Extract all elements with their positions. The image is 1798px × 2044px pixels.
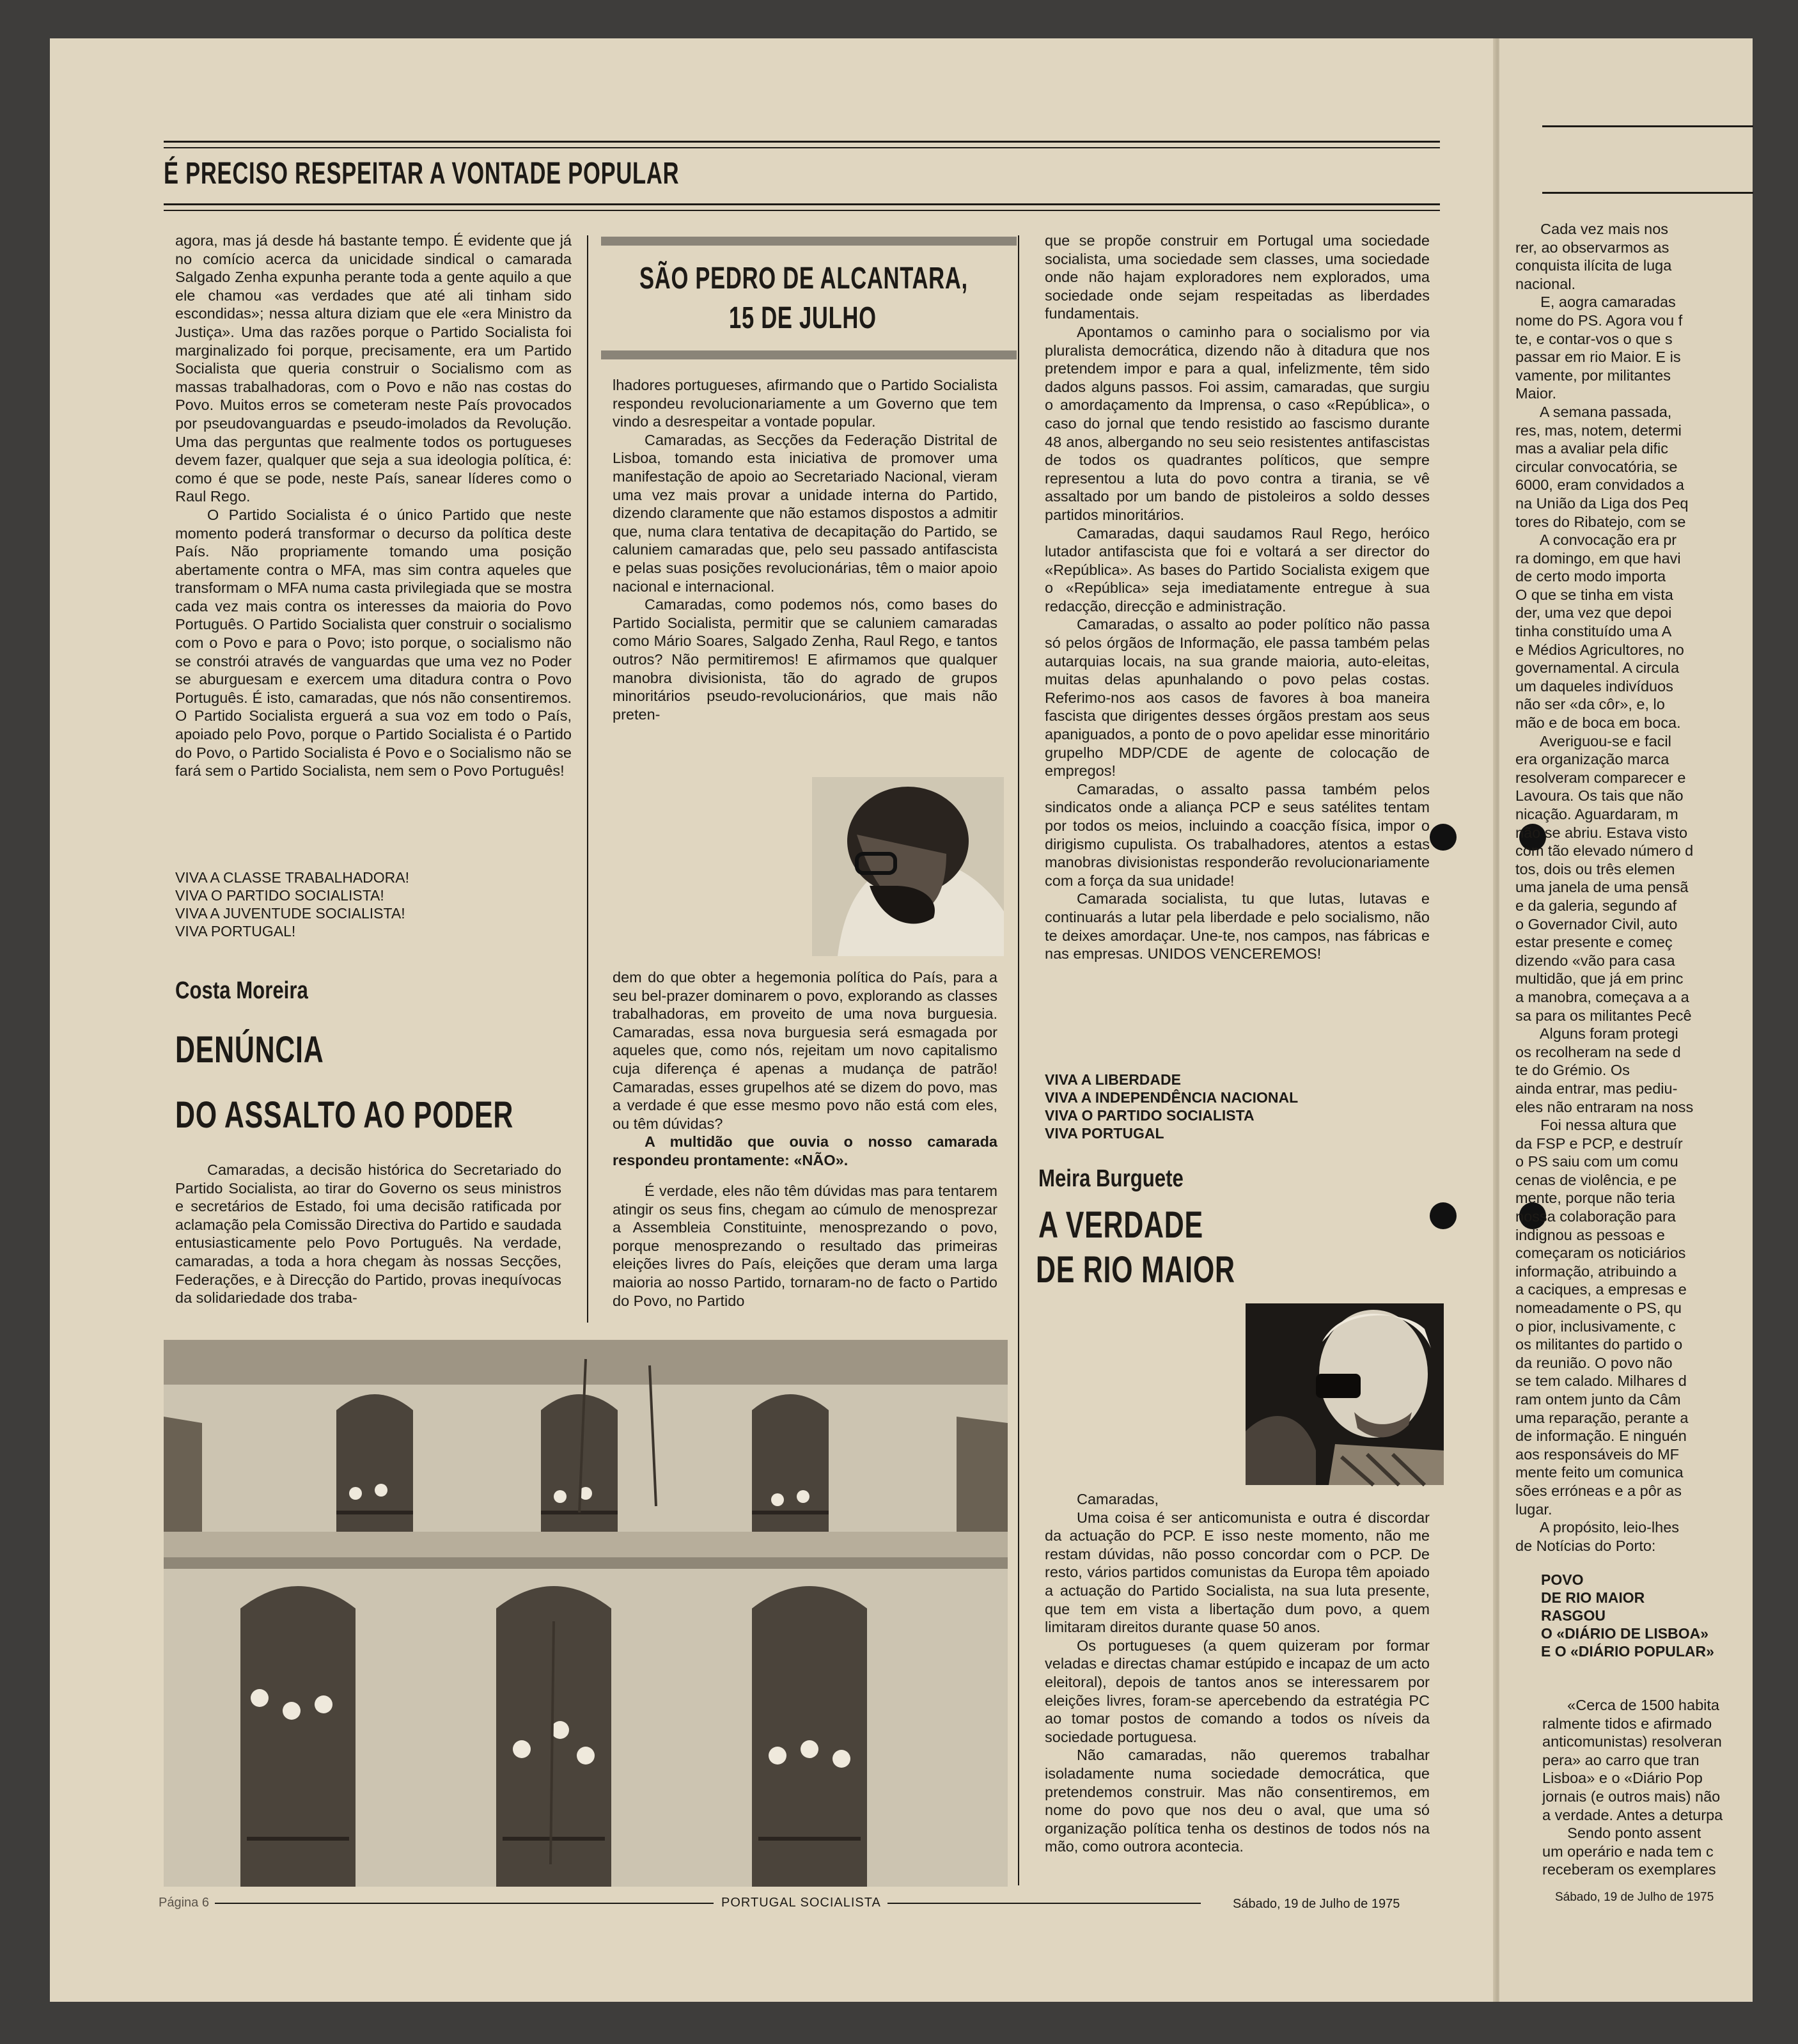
col3-article-paragraph-1: Uma coisa é ser anticomunista e outra é discordar da actuação do PCP. E isso neste momento, não me restam dúvidas, não posso concordar com o PCP. De resto, vários partidos comunistas da Europa têm apoiado a actuação do Partido Socialista, na sua luta presente, que tem em vista a libertação dum povo, a quem limitaram direitos durante quase 50 anos.	[1045, 1509, 1430, 1636]
header-bottom-rule-2	[164, 210, 1440, 211]
facing-page-line: e Médios Agricultores, no	[1515, 641, 1684, 658]
facing-page-line: a caciques, a empresas e	[1515, 1281, 1687, 1298]
col3-paragraph-6: Camarada socialista, tu que lutas, lutavas e continuarás a lutar pela liberdade e pelo socialismo, não te deixes amordaçar. Une-te, nos campos, nas fábricas e nas empresas. UNIDOS VENCEREMOS!	[1045, 890, 1430, 963]
header-top-rule-2	[164, 147, 1440, 148]
facing-page-line: aos responsáveis do MF	[1515, 1445, 1680, 1463]
facing-page-line: O «DIÁRIO DE LISBOA»	[1541, 1625, 1708, 1642]
col2-paragraph-5: É verdade, eles não têm dúvidas mas para tentarem atingir os seus fins, chegam ao cúmulo de menosprezar a Assembleia Constituinte, menosprezando o povo, porque menosprezando o resultado das primeiras eleições livres do País, eleições que deram uma larga maioria ao nosso Partido, tornaram-no de facto o Partido do Povo, no Partido	[613, 1183, 997, 1309]
facing-page-line: A convocação era pr	[1515, 531, 1677, 549]
facing-page-line: estar presente e começ	[1515, 934, 1673, 951]
byline-costa-moreira: Costa Moreira	[175, 977, 308, 1004]
footer-rule-left	[215, 1903, 714, 1904]
slogan: VIVA A INDEPENDÊNCIA NACIONAL	[1045, 1089, 1299, 1106]
facing-page-line: uma janela de uma pensã	[1515, 879, 1689, 896]
facing-page-box-headline	[1541, 1571, 1746, 1660]
facing-page-line: o Governador Civil, auto	[1515, 915, 1678, 932]
facing-page-line: da reunião. O povo não	[1515, 1354, 1673, 1371]
facing-page-line: resolveram comparecer e	[1515, 769, 1686, 786]
col2-paragraph-4: dem do que obter a hegemonia política do País, para a seu bel-prazer dominarem o povo, explorando as classes trabalhadoras, em proveito de uma nova burguesia. Camaradas, essa nova burguesia será esmagada por aqueles que, como nós, rejeitam um novo capitalismo cuja diferença é apenas a mudança de patrão! Camaradas, esses grupelhos até se dizem do povo, mas a verdade é que esse mesmo povo não está com eles, ou têm dúvidas?	[613, 969, 997, 1132]
facing-page-line: os recolheram na sede d	[1515, 1043, 1681, 1060]
column-divider-1	[587, 235, 588, 1323]
slogan: VIVA PORTUGAL	[1045, 1125, 1164, 1142]
slogan: VIVA A JUVENTUDE SOCIALISTA!	[175, 905, 405, 922]
facing-page-line: vamente, por militantes	[1515, 366, 1671, 384]
facing-page-line: e da galeria, segundo af	[1515, 897, 1677, 914]
slogan: VIVA A LIBERDADE	[1045, 1071, 1181, 1088]
facing-page-column-b	[1542, 1696, 1798, 1882]
col3-article-paragraph-2: Os portugueses (a quem quizeram por formar veladas e directas chamar estúpido e incapaz de um acto eleitoral), depois de tantos anos se interessarem por eleições livres, foram-se apercebendo da estratégia PC ao tomar postos de comando a todos os níveis da sociedade portuguesa.	[1045, 1637, 1430, 1745]
col2-headline-1: SÃO PEDRO DE ALCANTARA,	[639, 262, 968, 295]
facing-page-line: sões erróneas e a pôr as	[1515, 1482, 1682, 1499]
column-1-text	[175, 232, 572, 858]
facing-page-line: O que se tinha em vista	[1515, 586, 1673, 603]
facing-page-line: jornais (e outros mais) não	[1542, 1788, 1721, 1805]
facing-page-line: lugar.	[1515, 1500, 1552, 1518]
col3-paragraph-3: Camaradas, daqui saudamos Raul Rego, heróico lutador antifascista que foi e voltará a ser director do «República». As bases do Partido Socialista exigem que o «República» seja imediatamente entregue à sua redacção, direcção e administração.	[1045, 524, 1430, 615]
facing-page-line: sa para os militantes Pecê	[1515, 1007, 1692, 1024]
facing-page-line: Averiguou-se e facil	[1515, 732, 1671, 750]
col1-article-body	[175, 1161, 561, 1327]
slogan: VIVA PORTUGAL!	[175, 923, 296, 939]
column-2-text	[613, 376, 997, 773]
facing-page-line: com tão elevado número d	[1515, 842, 1694, 860]
facing-page-line: ainda entrar, mas pediu-	[1515, 1080, 1678, 1097]
col3-slogans	[1045, 1071, 1428, 1142]
balcony-crowd-photo	[164, 1340, 1008, 1887]
facing-page-line: A semana passada,	[1515, 403, 1672, 420]
col2-paragraph-1: lhadores portugueses, afirmando que o Partido Socialista respondeu revolucionariamente a um Governo que tem vindo a desrespeitar a vontade popular.	[613, 377, 997, 430]
facing-page-line: os militantes do partido o	[1515, 1336, 1683, 1353]
facing-page-line: mão e de boca em boca.	[1515, 714, 1681, 732]
footer-rule-right	[887, 1903, 1201, 1904]
publication-date: Sábado, 19 de Julho de 1975	[1233, 1897, 1400, 1911]
facing-page-line: DE RIO MAIOR	[1541, 1589, 1645, 1606]
facing-page-line: Foi nessa altura que	[1515, 1117, 1677, 1134]
headline-denuncia: DENÚNCIA	[175, 1029, 324, 1071]
facing-page-line: informação, atribuindo a	[1515, 1262, 1677, 1280]
facing-page-line: Cada vez mais nos	[1515, 221, 1669, 237]
col3-article-greeting: Camaradas,	[1077, 1491, 1159, 1507]
facing-page-line: cenas de violência, e pe	[1515, 1171, 1677, 1188]
facing-page-line: nomeadamente o PS, qu	[1515, 1300, 1682, 1317]
facing-page-line: tos, dois ou três elemen	[1515, 860, 1675, 877]
facing-page-line: ra domingo, em que havi	[1515, 549, 1681, 567]
binder-hole	[1430, 824, 1457, 851]
col3-article	[1045, 1490, 1430, 1893]
facing-page-line: um operário e nada tem c	[1542, 1843, 1714, 1860]
facing-page-line: nacional.	[1515, 275, 1576, 292]
facing-page-line: nossa colaboração para	[1515, 1208, 1676, 1225]
facing-page-line: dizendo «vão para casa	[1515, 952, 1675, 969]
facing-page-line: Maior.	[1515, 385, 1556, 402]
col1-paragraph-1: agora, mas já desde há bastante tempo. É evidente que já no comício acerca da unicidade sindical o camarada Salgado Zenha expunha perante toda a gente aquilo a que ele chamou «as verdades que até ali tinham sido escondidas»; nessa altura diziam que ele «era Ministro da Justiça». Uma das razões porque o Partido Socialista foi marginalizado foi porque, precisamente, era um Partido Socialista que queria construir o Socialismo com as massas trabalhadoras, com o Povo e não nas costas do Povo. Muitos erros se cometeram neste País provocados por pseudovanguardas e pseudo-imolados da Revolução. Uma das perguntas que realmente todos os portugueses devem fazer, qualquer que seja a sua ideologia política, é: como é que se pode, neste País, sanear líderes como o Raul Rego.	[175, 232, 572, 505]
column-2-text-c	[613, 1182, 997, 1328]
facing-page-line: rer, ao observarmos as	[1515, 239, 1669, 256]
col3-paragraph-4: Camaradas, o assalto ao poder político não passa só pelos órgãos de Informação, ele passa também pelas autarquias locais, na sua grande maioria, auto-eleitas, muitas delas apunhalando o povo pelas costas. Referimo-nos aos casos de favores à boa maneira fascista que dirigentes desses órgãos prestam aos seus apaniguados, a ponto de o povo apelidar esse minoritário grupelho MDP/CDE de agente de colocação de empregos!	[1045, 616, 1430, 780]
facing-page-line: a manobra, começava a a	[1515, 988, 1689, 1005]
col1-paragraph-2: O Partido Socialista é o único Partido que neste momento poderá transformar o decurso da política deste País. Não propriamente tomando uma posição abertamente contra o MFA, mas sim contra aqueles que transformam o MFA numa casta privilegiada que se mostra cada vez mais contra os interesses da maioria do Povo Português. O Partido Socialista quer construir o socialismo com o Povo e para o Povo; isto porque, o socialismo não se constrói através de vanguardas que uma vez no Poder se aburguesam e exercem uma ditadura contra o Povo Português. É isto, camaradas, que nós não consentiremos. O Partido Socialista erguerá a sua voz em todo o País, apoiado pelo Povo, porque o Partido Socialista é o Partido do Povo, o Partido Socialista é Povo e o Socialismo não se fará sem o Partido Socialista, nem sem o Povo Português!	[175, 506, 572, 780]
col2-head-bar-bottom	[601, 350, 1017, 359]
header-top-rule	[164, 141, 1440, 143]
facing-page-line: o PS saiu com um comu	[1515, 1153, 1678, 1170]
facing-page-line: passar em rio Maior. E is	[1515, 349, 1681, 366]
col3-paragraph-2: Apontamos o caminho para o socialismo por via pluralista democrática, dizendo não à ditadura que nos pretendem impor e para a qual, infelizmente, têm sido dados alguns passos. Foi assim, camaradas, que surgiu o amordaçamento da Imprensa, o caso «República», o caso do jornal que tendo resistido ao fascismo durante 48 anos, albergando no seu seio resistentes antifascistas de todos os quadrantes políticos, que sempre representou a luta do povo contra a tirania, se vê assaltado por um bando de pistoleiros a soldo desses partidos minoritários.	[1045, 323, 1430, 523]
col1-slogans	[175, 869, 559, 940]
facing-page-line: era organização marca	[1515, 751, 1669, 768]
portrait-photo-speaker	[812, 777, 1004, 956]
facing-page-line: ralmente tidos e afirmado	[1542, 1715, 1712, 1732]
col3-article-paragraph-3: Não camaradas, não queremos trabalhar isoladamente numa sociedade democrática, que pretendemos construir. Mas não consentiremos, em nome do povo que nos deu o aval, que uma só organização política tenha os destinos de todos nós na mão, como outrora acontecia.	[1045, 1747, 1430, 1855]
column-3-text	[1045, 232, 1430, 1063]
facing-page-line: começaram os noticiários	[1515, 1245, 1686, 1262]
facing-page-line: anticomunistas) resolveran	[1542, 1733, 1722, 1750]
portrait-photo-glasses	[1246, 1303, 1444, 1485]
facing-page-column	[1515, 220, 1771, 1554]
column-divider-2	[1018, 235, 1019, 1885]
facing-page-line: da FSP e PCP, e destruír	[1515, 1135, 1683, 1152]
facing-page-line: Sendo ponto assent	[1542, 1825, 1701, 1842]
header-bottom-rule	[164, 203, 1440, 205]
slogan: VIVA A CLASSE TRABALHADORA!	[175, 869, 410, 886]
facing-page-line: te, e contar-vos o que s	[1515, 330, 1673, 347]
facing-page-line: «Cerca de 1500 habita	[1542, 1697, 1719, 1713]
facing-page-line: RASGOU	[1541, 1607, 1606, 1624]
facing-page-line: pera» ao carro que tran	[1542, 1751, 1700, 1768]
facing-page-line: se tem calado. Milhares d	[1515, 1372, 1687, 1390]
facing-page-line: mas a avaliar pela dific	[1515, 440, 1669, 457]
facing-page-line: uma reparação, perante a	[1515, 1409, 1689, 1426]
page-title: É PRECISO RESPEITAR A VONTADE POPULAR	[164, 157, 680, 191]
facing-page-line: mente feito um comunica	[1515, 1464, 1684, 1481]
facing-page-line: res, mas, notem, determi	[1515, 421, 1682, 439]
facing-header-rule	[1542, 125, 1753, 127]
facing-page-line: um daqueles indivíduos	[1515, 677, 1673, 695]
facing-page-line: governamental. A circula	[1515, 659, 1680, 677]
facing-page-line: Alguns foram protegi	[1515, 1025, 1678, 1042]
facing-page-date: Sábado, 19 de Julho de 1975	[1555, 1891, 1714, 1904]
col3-paragraph-1: que se propõe construir em Portugal uma sociedade socialista, uma sociedade sem classes, uma sociedade onde não hajam exploradores nem explorados, uma sociedade onde sejam respeitadas as liberdades fundamentais.	[1045, 232, 1430, 322]
headline-a-verdade: A VERDADE	[1038, 1204, 1203, 1246]
facing-page-line: o pior, inclusivamente, c	[1515, 1317, 1676, 1335]
col2-paragraph-3: Camaradas, como podemos nós, como bases do Partido Socialista, permitir que se caluniem camaradas como Mário Soares, Salgado Zenha, Raul Rego, e tantos outros? Não permitiremos! E afirmamos que qualquer manobra divisionista, tão do agrado de grupos minoritários pseudo-revolucionários, que mais não preten-	[613, 596, 997, 723]
headline-assalto: DO ASSALTO AO PODER	[175, 1094, 514, 1136]
col3-paragraph-5: Camaradas, o assalto passa também pelos sindicatos onde a aliança PCP e seus satélites tentam por todos os meios, incluindo a coacção física, impor o dirigismo cupulista. Os trabalhadores, atentos a estas manobras divisionistas responderão revolucionariamente com a força da sua unidade!	[1045, 780, 1430, 889]
facing-page-line: não se abriu. Estava visto	[1515, 824, 1688, 841]
facing-page-line: E, aogra camaradas	[1515, 294, 1676, 311]
facing-page-line: Lavoura. Os tais que não	[1515, 787, 1684, 805]
facing-page-line: a verdade. Antes a deturpa	[1542, 1806, 1723, 1823]
facing-page-line: indignou as pessoas e	[1515, 1226, 1665, 1243]
headline-rio-maior: DE RIO MAIOR	[1036, 1249, 1235, 1291]
col1-article-paragraph: Camaradas, a decisão histórica do Secretariado do Partido Socialista, ao tirar do Governo os seus ministros e secretários de Estado, foi uma decisão ratificada por aclamação pela Comissão Directiva do Partido e saudada entusiasticamente pelo Povo Português. Na verdade, camaradas, a toda a hora chegam às nossas Secções, Federações, e à Direcção do Partido, provas inequívocas da solidariedade dos traba-	[175, 1161, 561, 1307]
byline-meira-burguete: Meira Burguete	[1038, 1165, 1184, 1192]
facing-page-line: A propósito, leio-lhes	[1515, 1519, 1680, 1536]
facing-page-line: circular convocatória, se	[1515, 458, 1678, 475]
facing-page-line: te do Grémio. Os	[1515, 1062, 1630, 1079]
slogan: VIVA O PARTIDO SOCIALISTA	[1045, 1107, 1255, 1124]
slogan: VIVA O PARTIDO SOCIALISTA!	[175, 887, 384, 904]
facing-page-line: der, uma vez que depoi	[1515, 604, 1672, 622]
facing-page-line: conquista ilícita de luga	[1515, 257, 1672, 274]
facing-page-line: E O «DIÁRIO POPULAR»	[1541, 1643, 1714, 1660]
facing-page-line: POVO	[1541, 1571, 1584, 1588]
facing-page-line: multidão, que já em princ	[1515, 970, 1684, 987]
col2-headline-2: 15 DE JULHO	[729, 301, 877, 335]
column-2-text-b	[613, 968, 997, 1168]
col2-bold-line: A multidão que ouvia o nosso camarada respondeu prontamente: «NÃO».	[613, 1133, 997, 1168]
facing-page-line: nome do PS. Agora vou f	[1515, 311, 1683, 329]
facing-page-line: 6000, eram convidados a	[1515, 476, 1684, 494]
col2-paragraph-2: Camaradas, as Secções da Federação Distrital de Lisboa, tomando esta iniciativa de promover uma manifestação de apoio ao Secretariado Nacional, vieram uma vez mais provar a unidade interna do Partido, dizendo claramente que não estamos dispostos a admitir que, numa clara tentativa de decapitação do Partido, se caluniem camaradas que, pelo seu passado antifascista e pelas suas posições revolucionárias, têm o maior apoio nacional e internacional.	[613, 431, 997, 595]
newspaper-name: PORTUGAL SOCIALISTA	[721, 1896, 881, 1910]
facing-page-line: ram ontem junto da Câm	[1515, 1391, 1681, 1408]
facing-page-line: nicação. Aguardaram, m	[1515, 806, 1678, 822]
page-number: Página 6	[159, 1896, 209, 1910]
facing-page-line: não ser «da côr», e, lo	[1515, 696, 1665, 713]
facing-page-line: de certo modo importa	[1515, 568, 1666, 585]
facing-page-line: de Notícias do Porto:	[1515, 1537, 1656, 1554]
facing-page-line: tinha constituído uma A	[1515, 623, 1672, 640]
binder-hole	[1430, 1202, 1457, 1229]
facing-page-line: tores do Ribatejo, com se	[1515, 513, 1686, 530]
col2-head-bar-top	[601, 237, 1017, 246]
facing-page-line: eles não entraram na noss	[1515, 1098, 1694, 1115]
facing-page-line: de informação. E ninguén	[1515, 1427, 1687, 1445]
facing-page-line: receberam os exemplares	[1542, 1861, 1716, 1878]
facing-page-line: na União da Liga dos Peq	[1515, 494, 1689, 512]
facing-page-line: Lisboa» e o «Diário Pop	[1542, 1770, 1703, 1787]
facing-page-line: mente, porque não teria	[1515, 1190, 1675, 1207]
facing-header-rule-2	[1542, 192, 1753, 194]
